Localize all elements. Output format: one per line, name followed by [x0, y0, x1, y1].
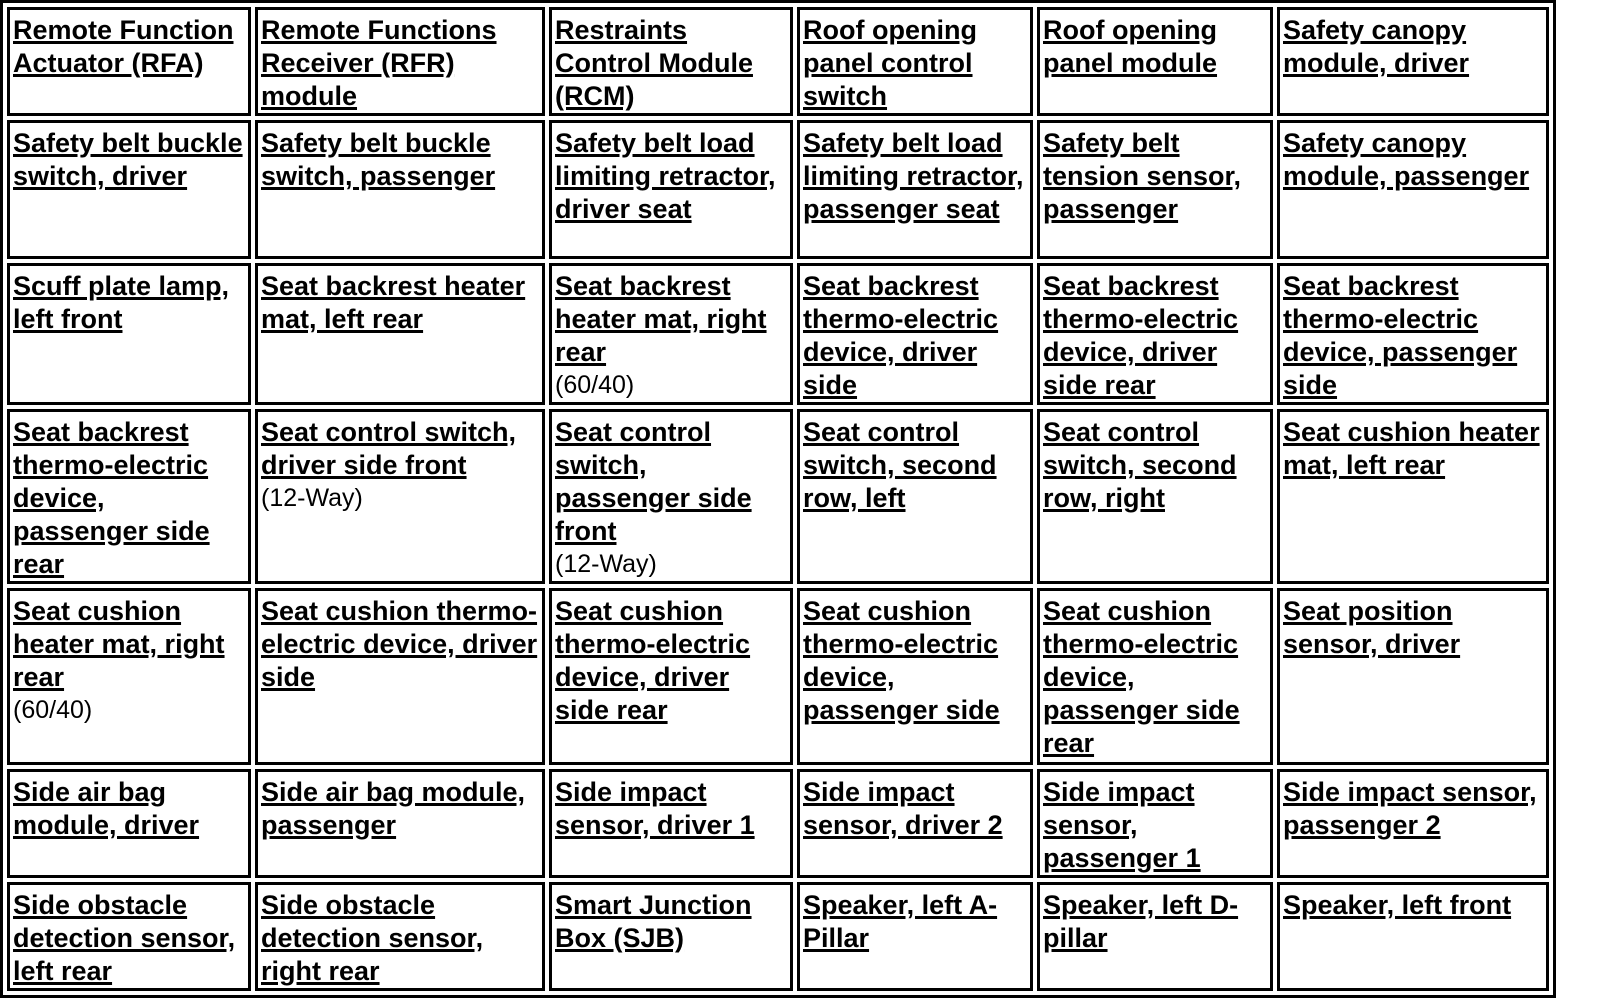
table-row	[7, 120, 1549, 259]
component-link[interactable]: Seat cushion thermo-electric device, passenger side rear	[1043, 596, 1240, 758]
component-link[interactable]: Seat cushion thermo-electric device, driver side	[261, 596, 538, 692]
component-link[interactable]: Seat cushion heater mat, left rear	[1283, 417, 1540, 480]
table-cell	[549, 409, 793, 584]
table-cell	[255, 409, 545, 584]
component-link[interactable]: Speaker, left front	[1283, 890, 1512, 920]
component-link[interactable]: Seat backrest thermo-electric device, passenger side rear	[13, 417, 210, 579]
table-cell	[797, 882, 1033, 991]
component-link[interactable]: Side air bag module, driver	[13, 777, 200, 840]
table-cell	[549, 769, 793, 878]
component-link[interactable]: Remote Functions Receiver (RFR) module	[261, 15, 497, 111]
table-cell	[255, 588, 545, 765]
table-cell	[549, 7, 793, 116]
table-row	[7, 409, 1549, 584]
component-link[interactable]: Seat backrest heater mat, left rear	[261, 271, 526, 334]
component-link[interactable]: Remote Function Actuator (RFA)	[13, 15, 234, 78]
component-link[interactable]: Safety belt tension sensor, passenger	[1043, 128, 1242, 224]
component-link[interactable]: Seat control switch, passenger side front	[555, 417, 752, 546]
component-link[interactable]: Seat backrest thermo-electric device, driver side	[803, 271, 999, 400]
table-cell	[255, 263, 545, 405]
table-cell	[1277, 882, 1549, 991]
table-cell	[7, 588, 251, 765]
table-row	[7, 7, 1549, 116]
component-link[interactable]: Side air bag module, passenger	[261, 777, 526, 840]
table-cell	[797, 263, 1033, 405]
component-link[interactable]: Seat position sensor, driver	[1283, 596, 1461, 659]
table-cell	[7, 7, 251, 116]
component-link[interactable]: Scuff plate lamp, left front	[13, 271, 230, 334]
table-cell	[797, 120, 1033, 259]
component-link[interactable]: Seat backrest thermo-electric device, passenger side	[1283, 271, 1518, 400]
table-cell	[255, 882, 545, 991]
table-cell	[7, 882, 251, 991]
component-link[interactable]: Seat backrest heater mat, right rear	[555, 271, 767, 367]
table-cell	[1277, 588, 1549, 765]
table-body	[7, 7, 1549, 991]
table-cell	[1037, 263, 1273, 405]
component-link[interactable]: Safety belt buckle switch, driver	[13, 128, 243, 191]
component-link[interactable]: Safety belt buckle switch, passenger	[261, 128, 496, 191]
component-link[interactable]: Speaker, left A-Pillar	[803, 890, 998, 953]
table-cell	[7, 263, 251, 405]
component-link[interactable]: Side impact sensor, passenger 1	[1043, 777, 1201, 873]
component-link[interactable]: Smart Junction Box (SJB)	[555, 890, 752, 953]
component-link[interactable]: Side impact sensor, driver 1	[555, 777, 755, 840]
table-cell	[1037, 769, 1273, 878]
table-cell	[7, 409, 251, 584]
component-link[interactable]: Seat cushion heater mat, right rear	[13, 596, 225, 692]
component-link[interactable]: Seat control switch, driver side front	[261, 417, 517, 480]
table-row	[7, 882, 1549, 991]
component-note: (60/40)	[555, 371, 635, 399]
component-link[interactable]: Side obstacle detection sensor, right rear	[261, 890, 484, 986]
table-cell	[255, 769, 545, 878]
component-link[interactable]: Side impact sensor, driver 2	[803, 777, 1003, 840]
component-link[interactable]: Side impact sensor, passenger 2	[1283, 777, 1537, 840]
table-cell	[549, 882, 793, 991]
table-cell	[1037, 882, 1273, 991]
table-cell	[797, 409, 1033, 584]
table-row	[7, 769, 1549, 878]
component-link[interactable]: Restraints Control Module (RCM)	[555, 15, 753, 111]
table-cell	[1277, 769, 1549, 878]
component-link[interactable]: Safety canopy module, driver	[1283, 15, 1470, 78]
table-cell	[797, 769, 1033, 878]
table-cell	[255, 120, 545, 259]
table-cell	[1277, 120, 1549, 259]
table-cell	[255, 7, 545, 116]
component-link[interactable]: Safety belt load limiting retractor, passenger seat	[803, 128, 1024, 224]
component-link[interactable]: Seat cushion thermo-electric device, passenger side	[803, 596, 1000, 725]
table-cell	[549, 588, 793, 765]
component-link[interactable]: Safety canopy module, passenger	[1283, 128, 1530, 191]
component-link[interactable]: Seat control switch, second row, left	[803, 417, 997, 513]
component-note: (60/40)	[13, 696, 93, 724]
table-cell	[797, 588, 1033, 765]
table-cell	[1037, 120, 1273, 259]
component-link[interactable]: Seat backrest thermo-electric device, driver side rear	[1043, 271, 1239, 400]
table-cell	[1037, 7, 1273, 116]
table-cell	[7, 769, 251, 878]
table-cell	[549, 120, 793, 259]
table-cell	[797, 7, 1033, 116]
table-cell	[1037, 588, 1273, 765]
component-link[interactable]: Seat control switch, second row, right	[1043, 417, 1237, 513]
component-note: (12-Way)	[555, 550, 657, 578]
component-link[interactable]: Safety belt load limiting retractor, driver seat	[555, 128, 776, 224]
table-cell	[1037, 409, 1273, 584]
table-row	[7, 263, 1549, 405]
component-link[interactable]: Roof opening panel control switch	[803, 15, 977, 111]
component-link[interactable]: Roof opening panel module	[1043, 15, 1218, 78]
component-link[interactable]: Seat cushion thermo-electric device, driver side rear	[555, 596, 751, 725]
table-cell	[1277, 263, 1549, 405]
table-cell	[1277, 7, 1549, 116]
component-note: (12-Way)	[261, 484, 363, 512]
table-cell	[7, 120, 251, 259]
table-row	[7, 588, 1549, 765]
table-cell	[549, 263, 793, 405]
table-cell	[1277, 409, 1549, 584]
component-link[interactable]: Speaker, left D-pillar	[1043, 890, 1239, 953]
component-link[interactable]: Side obstacle detection sensor, left rear	[13, 890, 236, 986]
